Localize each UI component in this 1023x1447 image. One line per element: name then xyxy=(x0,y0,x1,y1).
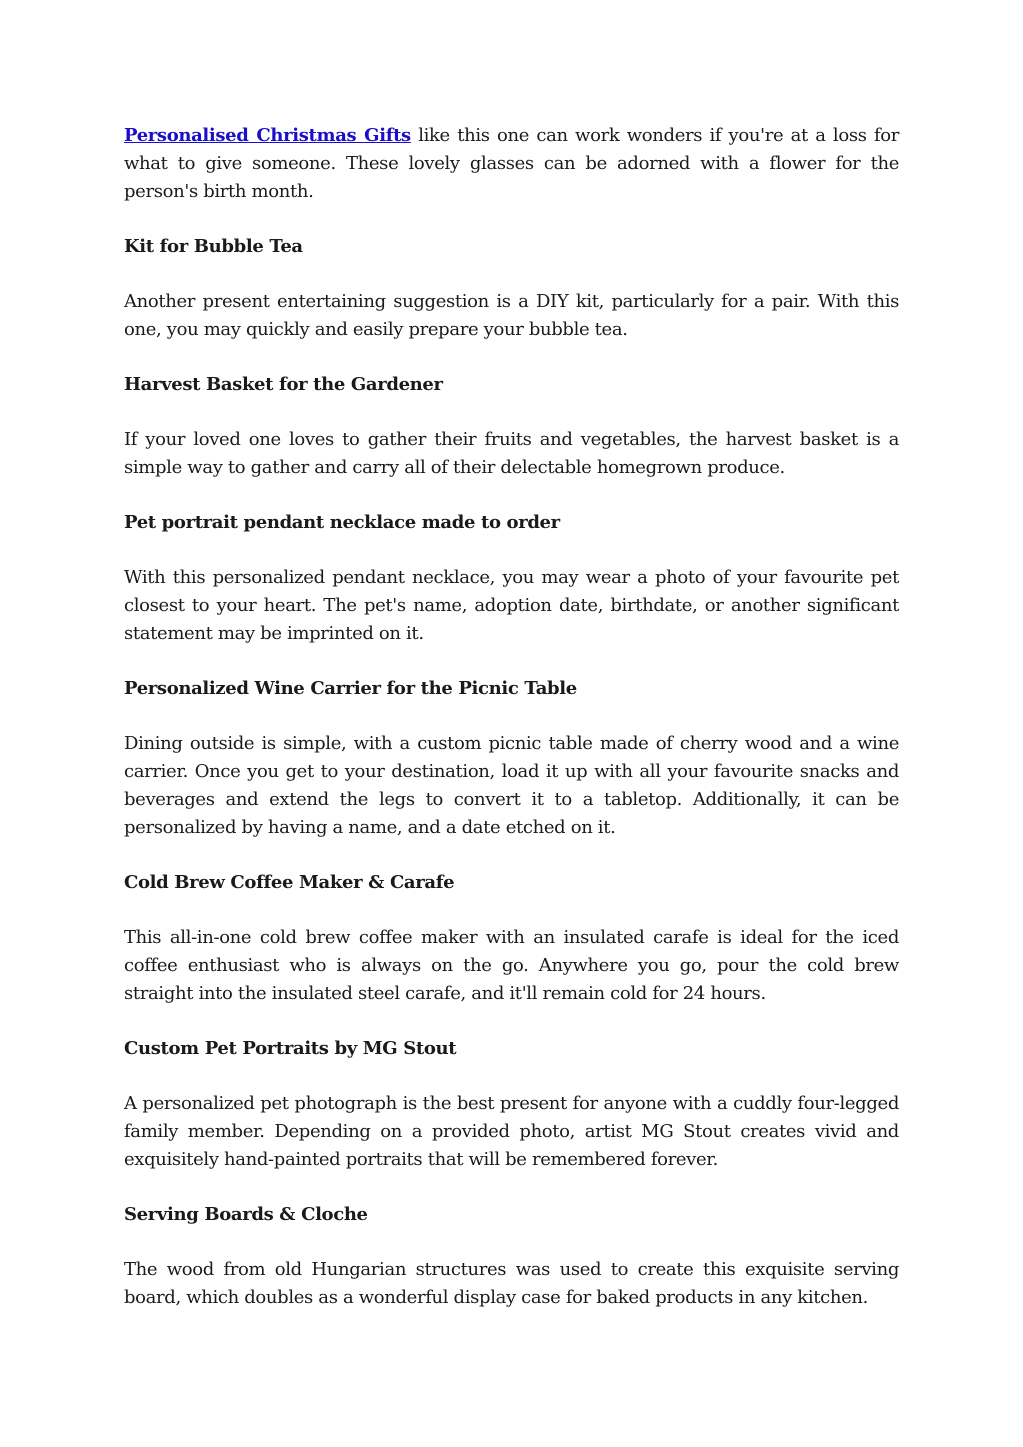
section-body-pet-pendant: With this personalized pendant necklace, you may wear a photo of your favourite pet closest to your heart. The pet's name, adoption date, birthdate, or another significant statement may be imprinted on it. xyxy=(124,567,899,644)
section-heading-pet-portraits: Custom Pet Portraits by MG Stout xyxy=(124,1038,457,1059)
section-body-cold-brew: This all-in-one cold brew coffee maker with an insulated carafe is ideal for the iced coffee enthusiast who is always on the go. Anywhere you go, pour the cold brew straight into the insulated steel carafe, and it'll remain cold for 24 hours. xyxy=(124,927,899,1004)
section-heading-wine-carrier: Personalized Wine Carrier for the Picnic Table xyxy=(124,678,577,699)
section-heading-serving-boards: Serving Boards & Cloche xyxy=(124,1204,368,1225)
section-heading-harvest-basket: Harvest Basket for the Gardener xyxy=(124,374,443,395)
section-body-bubble-tea: Another present entertaining suggestion is a DIY kit, particularly for a pair. With this one, you may quickly and easily prepare your bubble tea. xyxy=(124,291,899,340)
section-body-harvest-basket: If your loved one loves to gather their fruits and vegetables, the harvest basket is a simple way to gather and carry all of their delectable homegrown produce. xyxy=(124,429,899,478)
section-body-serving-boards: The wood from old Hungarian structures was used to create this exquisite serving board, which doubles as a wonderful display case for baked products in any kitchen. xyxy=(124,1259,899,1308)
section-heading-bubble-tea: Kit for Bubble Tea xyxy=(124,236,303,257)
intro-text: like this one can work wonders if you're at a loss for what to give someone. These lovely glasses can be adorned with a flower for the person's birth month. xyxy=(124,125,900,202)
section-body-pet-portraits: A personalized pet photograph is the best present for anyone with a cuddly four-legged family member. Depending on a provided photo, artist MG Stout creates vivid and exquisitely hand-painted portraits that will be remembered forever. xyxy=(124,1093,899,1170)
section-heading-pet-pendant: Pet portrait pendant necklace made to order xyxy=(124,512,560,533)
personalised-christmas-gifts-link[interactable]: Personalised Christmas Gifts xyxy=(124,125,411,146)
intro-paragraph xyxy=(124,122,899,206)
section-body-wine-carrier: Dining outside is simple, with a custom picnic table made of cherry wood and a wine carrier. Once you get to your destination, load it up with all your favourite snacks and beverages and extend the legs to convert it to a tabletop. Additionally, it can be personalized by having a name, and a date etched on it. xyxy=(124,733,899,838)
section-heading-cold-brew: Cold Brew Coffee Maker & Carafe xyxy=(124,872,455,893)
document-page xyxy=(124,122,899,1339)
